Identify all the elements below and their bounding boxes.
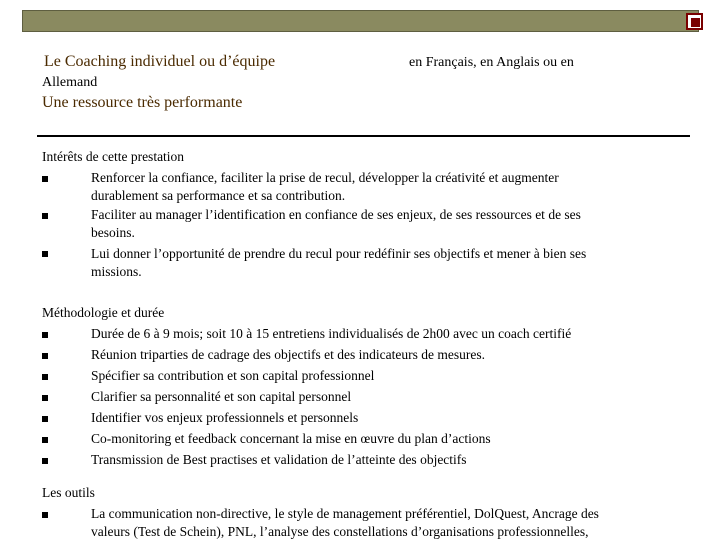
slide-title: Le Coaching individuel ou d’équipe [44, 53, 276, 70]
bullet-icon [42, 512, 48, 518]
bullet-icon [42, 332, 48, 338]
list-item: Durée de 6 à 9 mois; soit 10 à 15 entretiens individualisés de 2h00 avec un coach certifié [91, 326, 572, 341]
slide-top-bar [22, 10, 699, 32]
list-item: Transmission de Best practises et validation de l’atteinte des objectifs [91, 452, 467, 467]
bullet-icon [42, 416, 48, 422]
list-item: Renforcer la confiance, faciliter la prise de recul, développer la créativité et augmenter durablement sa performance et sa contribution. [91, 170, 559, 203]
bullet-icon [42, 251, 48, 257]
list-item: La communication non-directive, le style de management préférentiel, DolQuest, Ancrage des valeurs (Test de Schein), PNL, l’analyse des constellations d’organisations professionnelles, [91, 506, 599, 539]
list-item: Lui donner l’opportunité de prendre du recul pour redéfinir ses objectifs et mener à bien ses missions. [91, 246, 587, 279]
list-item: Clarifier sa personnalité et son capital personnel [91, 389, 352, 404]
list-item: Faciliter au manager l’identification en confiance de ses enjeux, de ses ressources et de ses besoins. [91, 207, 581, 240]
list-item: Identifier vos enjeux professionnels et personnels [91, 410, 359, 425]
slide-corner-square-icon [686, 13, 703, 30]
section-heading-interets: Intérêts de cette prestation [42, 149, 185, 164]
title-divider [37, 135, 690, 137]
list-item: Spécifier sa contribution et son capital professionnel [91, 368, 375, 383]
bullet-icon [42, 213, 48, 219]
bullet-icon [42, 353, 48, 359]
section-heading-methodologie: Méthodologie et durée [42, 305, 165, 320]
bullet-icon [42, 437, 48, 443]
slide-title-languages: en Français, en Anglais ou en [409, 55, 574, 70]
slide-subtitle: Une ressource très performante [42, 94, 243, 111]
bullet-icon [42, 395, 48, 401]
bullet-icon [42, 374, 48, 380]
slide-title-continuation: Allemand [42, 75, 98, 90]
section-heading-outils: Les outils [42, 485, 95, 500]
bullet-icon [42, 458, 48, 464]
list-item: Co-monitoring et feedback concernant la mise en œuvre du plan d’actions [91, 431, 491, 446]
list-item: Réunion triparties de cadrage des objectifs et des indicateurs de mesures. [91, 347, 485, 362]
bullet-icon [42, 176, 48, 182]
